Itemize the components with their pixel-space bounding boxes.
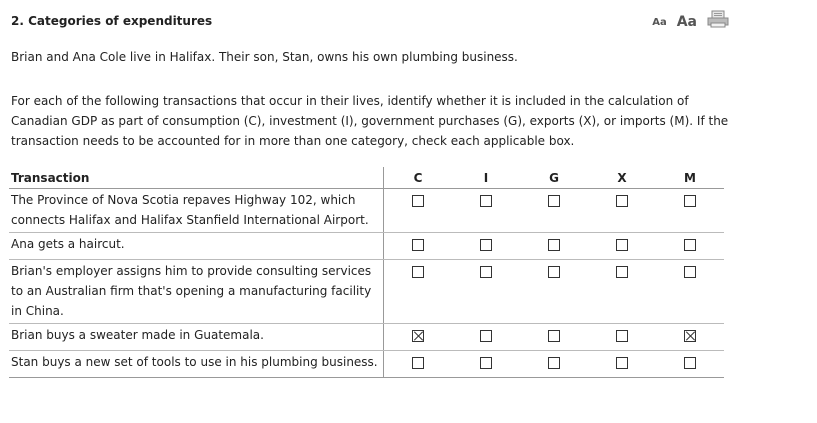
- m-column-header: M: [656, 167, 724, 189]
- transaction-column-header: Transaction: [9, 167, 384, 189]
- checkbox-x[interactable]: [616, 357, 628, 369]
- checkbox-c[interactable]: [412, 195, 424, 207]
- g-column-header: G: [520, 167, 588, 189]
- checkbox-m[interactable]: [684, 330, 696, 342]
- table-row: [9, 260, 724, 324]
- transaction-text: Stan buys a new set of tools to use in his plumbing business.: [9, 351, 384, 378]
- transactions-table: [9, 167, 724, 378]
- checkbox-cell-m: [656, 260, 724, 324]
- checkbox-x[interactable]: [616, 239, 628, 251]
- text-size-large-button[interactable]: Aa: [676, 14, 697, 30]
- c-column-header: C: [384, 167, 453, 189]
- checkbox-c[interactable]: [412, 330, 424, 342]
- transaction-text: Brian buys a sweater made in Guatemala.: [9, 324, 384, 351]
- transaction-text: Ana gets a haircut.: [9, 233, 384, 260]
- instructions-text: For each of the following transactions that occur in their lives, identify whether it is included in the calculation of Canadian GDP as part of consumption (C), investment (I), government purchases (G), exports (X), or imports (M). If the transaction needs to be accounted for in more than one category, check each applicable box.: [11, 94, 729, 148]
- print-icon[interactable]: [707, 10, 729, 28]
- transaction-text: The Province of Nova Scotia repaves Highway 102, which connects Halifax and Halifax Stanfield International Airport.: [9, 189, 384, 233]
- intro-text: Brian and Ana Cole live in Halifax. Their son, Stan, owns his own plumbing business.: [11, 50, 518, 64]
- checkbox-c[interactable]: [412, 266, 424, 278]
- table-row: [9, 189, 724, 233]
- checkbox-cell-m: [656, 189, 724, 233]
- checkbox-cell-i: [452, 324, 520, 351]
- checkbox-cell-m: [656, 351, 724, 378]
- checkbox-cell-i: [452, 351, 520, 378]
- checkbox-cell-x: [588, 260, 656, 324]
- checkbox-cell-g: [520, 260, 588, 324]
- checkbox-i[interactable]: [480, 330, 492, 342]
- checkbox-g[interactable]: [548, 239, 560, 251]
- page-title: 2. Categories of expenditures: [11, 14, 213, 28]
- checkbox-cell-m: [656, 233, 724, 260]
- table-row: [9, 351, 724, 378]
- checkbox-cell-c: [384, 189, 453, 233]
- checkbox-cell-x: [588, 351, 656, 378]
- checkbox-g[interactable]: [548, 266, 560, 278]
- checkbox-i[interactable]: [480, 195, 492, 207]
- table-row: [9, 233, 724, 260]
- checkbox-cell-c: [384, 351, 453, 378]
- checkbox-cell-m: [656, 324, 724, 351]
- table-body: [9, 189, 724, 378]
- checkbox-x[interactable]: [616, 266, 628, 278]
- checkbox-cell-x: [588, 233, 656, 260]
- checkbox-cell-c: [384, 233, 453, 260]
- checkbox-g[interactable]: [548, 357, 560, 369]
- checkbox-g[interactable]: [548, 195, 560, 207]
- checkbox-m[interactable]: [684, 357, 696, 369]
- checkbox-m[interactable]: [684, 266, 696, 278]
- checkbox-i[interactable]: [480, 357, 492, 369]
- checkbox-cell-i: [452, 233, 520, 260]
- checkbox-c[interactable]: [412, 357, 424, 369]
- checkbox-x[interactable]: [616, 195, 628, 207]
- checkbox-m[interactable]: [684, 195, 696, 207]
- x-column-header: X: [588, 167, 656, 189]
- checkbox-i[interactable]: [480, 239, 492, 251]
- text-size-small-button[interactable]: Aa: [652, 17, 667, 28]
- table-row: [9, 324, 724, 351]
- checkbox-i[interactable]: [480, 266, 492, 278]
- table-header-row: [9, 167, 724, 189]
- checkbox-cell-c: [384, 260, 453, 324]
- toolbar: [652, 12, 729, 30]
- checkbox-cell-i: [452, 189, 520, 233]
- checkbox-cell-x: [588, 189, 656, 233]
- checkbox-m[interactable]: [684, 239, 696, 251]
- checkbox-g[interactable]: [548, 330, 560, 342]
- checkbox-c[interactable]: [412, 239, 424, 251]
- checkbox-cell-x: [588, 324, 656, 351]
- checkbox-cell-g: [520, 351, 588, 378]
- i-column-header: I: [452, 167, 520, 189]
- checkbox-cell-g: [520, 189, 588, 233]
- checkbox-cell-c: [384, 324, 453, 351]
- checkbox-x[interactable]: [616, 330, 628, 342]
- checkbox-cell-g: [520, 233, 588, 260]
- transaction-text: Brian's employer assigns him to provide consulting services to an Australian firm that's opening a manufacturing facility in China.: [9, 260, 384, 324]
- checkbox-cell-g: [520, 324, 588, 351]
- checkbox-cell-i: [452, 260, 520, 324]
